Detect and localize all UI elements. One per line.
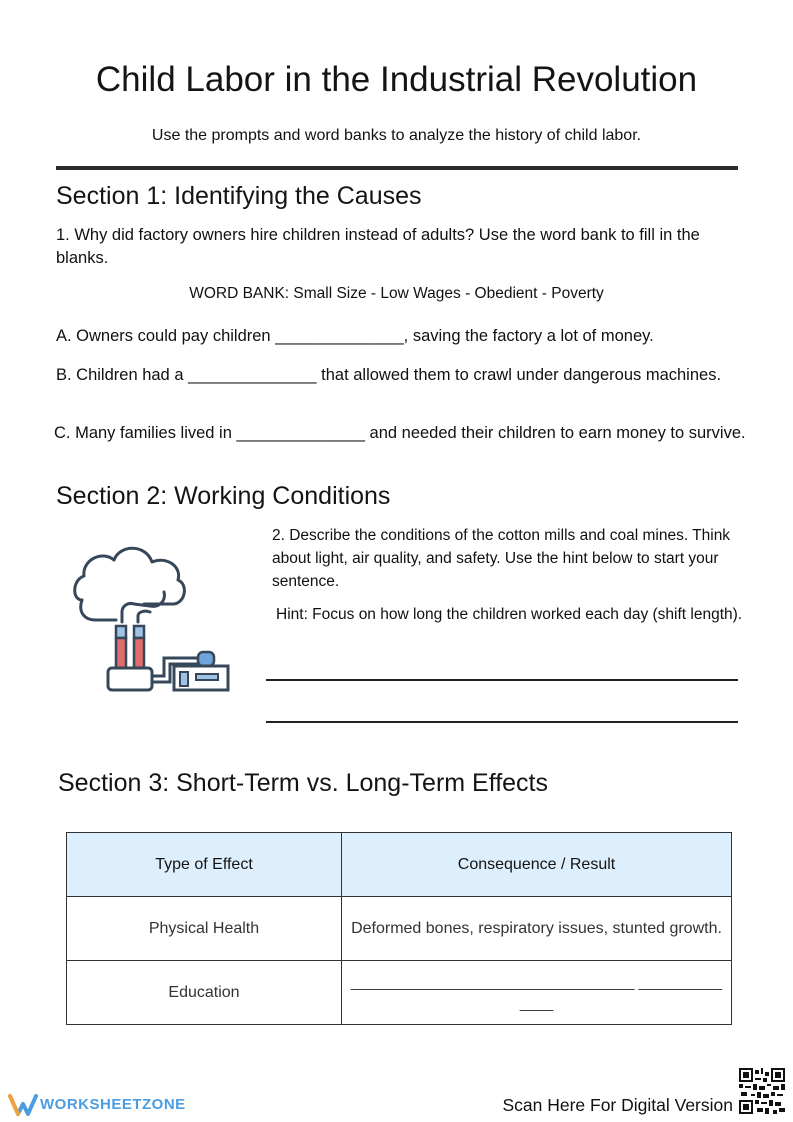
header-divider	[56, 166, 738, 170]
page-subtitle: Use the prompts and word banks to analyze the history of child labor.	[151, 127, 642, 144]
scan-text: Scan Here For Digital Version	[502, 1095, 733, 1115]
factory-pollution-icon	[70, 540, 235, 700]
effects-table	[66, 832, 732, 1025]
worksheetzone-logo-icon	[8, 1092, 38, 1118]
table-header-type: Type of Effect	[67, 833, 342, 897]
fill-in-item-a: A. Owners could pay children ______________, saving the factory a lot of money.	[56, 327, 654, 345]
qr-code-icon[interactable]	[739, 1068, 785, 1114]
section-1-heading: Section 1: Identifying the Causes	[56, 182, 422, 210]
word-bank: WORD BANK: Small Size - Low Wages - Obedient - Poverty	[189, 285, 604, 302]
answer-line-2[interactable]	[266, 721, 738, 723]
section-2-question: 2. Describe the conditions of the cotton mills and coal mines. Think about light, air quality, and safety. Use the hint below to start your sentence.	[272, 527, 731, 590]
section-3-heading: Section 3: Short-Term vs. Long-Term Effects	[58, 769, 549, 797]
table-cell-consequence-blank[interactable]: __________________________________ ______________	[342, 961, 732, 1025]
fill-in-item-c: C. Many families lived in ______________ and needed their children to earn money to survive.	[54, 424, 746, 442]
table-row	[67, 897, 732, 961]
section-1-question: 1. Why did factory owners hire children instead of adults? Use the word bank to fill in the blanks.	[56, 226, 700, 267]
brand-name: WORKSHEETZONE	[40, 1096, 186, 1113]
section-2-hint: Hint: Focus on how long the children worked each day (shift length).	[276, 606, 743, 623]
table-row	[67, 961, 732, 1025]
table-cell-type: Education	[67, 961, 342, 1025]
table-cell-type: Physical Health	[67, 897, 342, 961]
table-header-row	[67, 833, 732, 897]
table-header-consequence: Consequence / Result	[342, 833, 732, 897]
answer-line-1[interactable]	[266, 679, 738, 681]
section-2-heading: Section 2: Working Conditions	[56, 482, 391, 510]
fill-in-item-b: B. Children had a ______________ that allowed them to crawl under dangerous machines.	[56, 366, 722, 384]
table-cell-consequence: Deformed bones, respiratory issues, stunted growth.	[342, 897, 732, 961]
page-title: Child Labor in the Industrial Revolution	[95, 60, 698, 99]
